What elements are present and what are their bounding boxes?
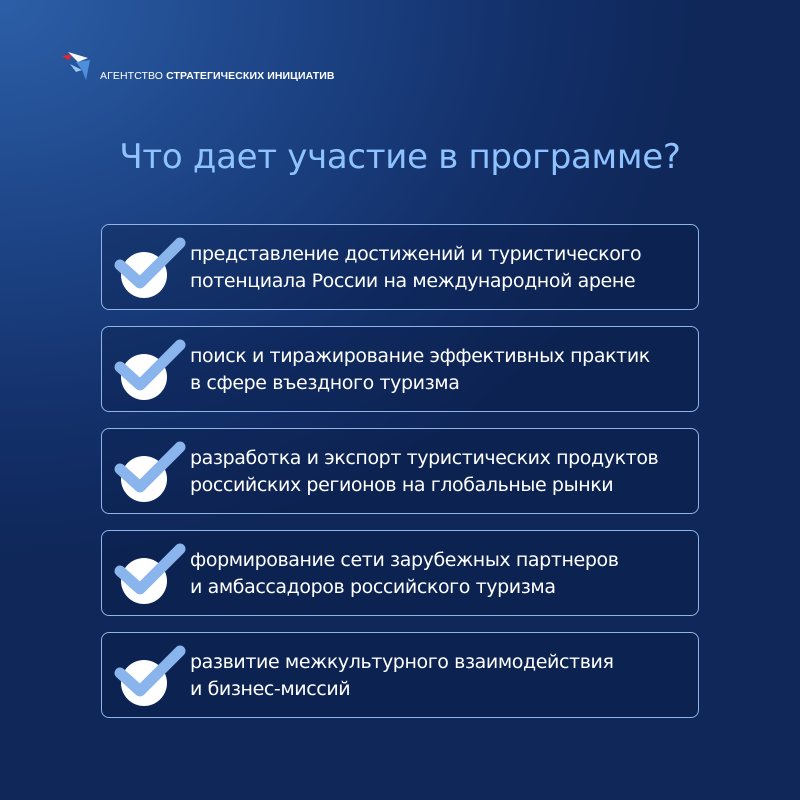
checkmark-icon <box>114 543 186 607</box>
benefit-text: поиск и тиражирование эффективных практик в сфере въездного туризма <box>190 345 650 394</box>
benefit-card <box>101 632 699 718</box>
page-title: Что дает участие в программе? <box>119 137 681 177</box>
benefit-card <box>101 530 699 616</box>
checkmark-icon <box>114 645 186 709</box>
benefit-text: формирование сети зарубежных партнеров и амбассадоров российского туризма <box>190 549 619 598</box>
asi-arrow-logo-icon <box>60 50 100 84</box>
checkmark-icon <box>114 237 186 301</box>
checkmark-icon <box>114 339 186 403</box>
benefit-card <box>101 428 699 514</box>
brand-name <box>100 70 335 82</box>
benefit-text: представление достижений и туристического потенциала России на международной арене <box>190 243 642 292</box>
brand-logo <box>60 48 360 88</box>
benefit-card <box>101 326 699 412</box>
benefits-list <box>101 224 699 734</box>
benefit-text: развитие межкультурного взаимодействия и бизнес-миссий <box>190 651 614 700</box>
checkmark-icon <box>114 441 186 505</box>
benefit-text: разработка и экспорт туристических продуктов российских регионов на глобальные рынки <box>190 447 659 496</box>
brand-line-2: СТРАТЕГИЧЕСКИХ ИНИЦИАТИВ <box>166 70 335 82</box>
benefit-card <box>101 224 699 310</box>
brand-line-1: АГЕНТСТВО <box>100 70 167 82</box>
